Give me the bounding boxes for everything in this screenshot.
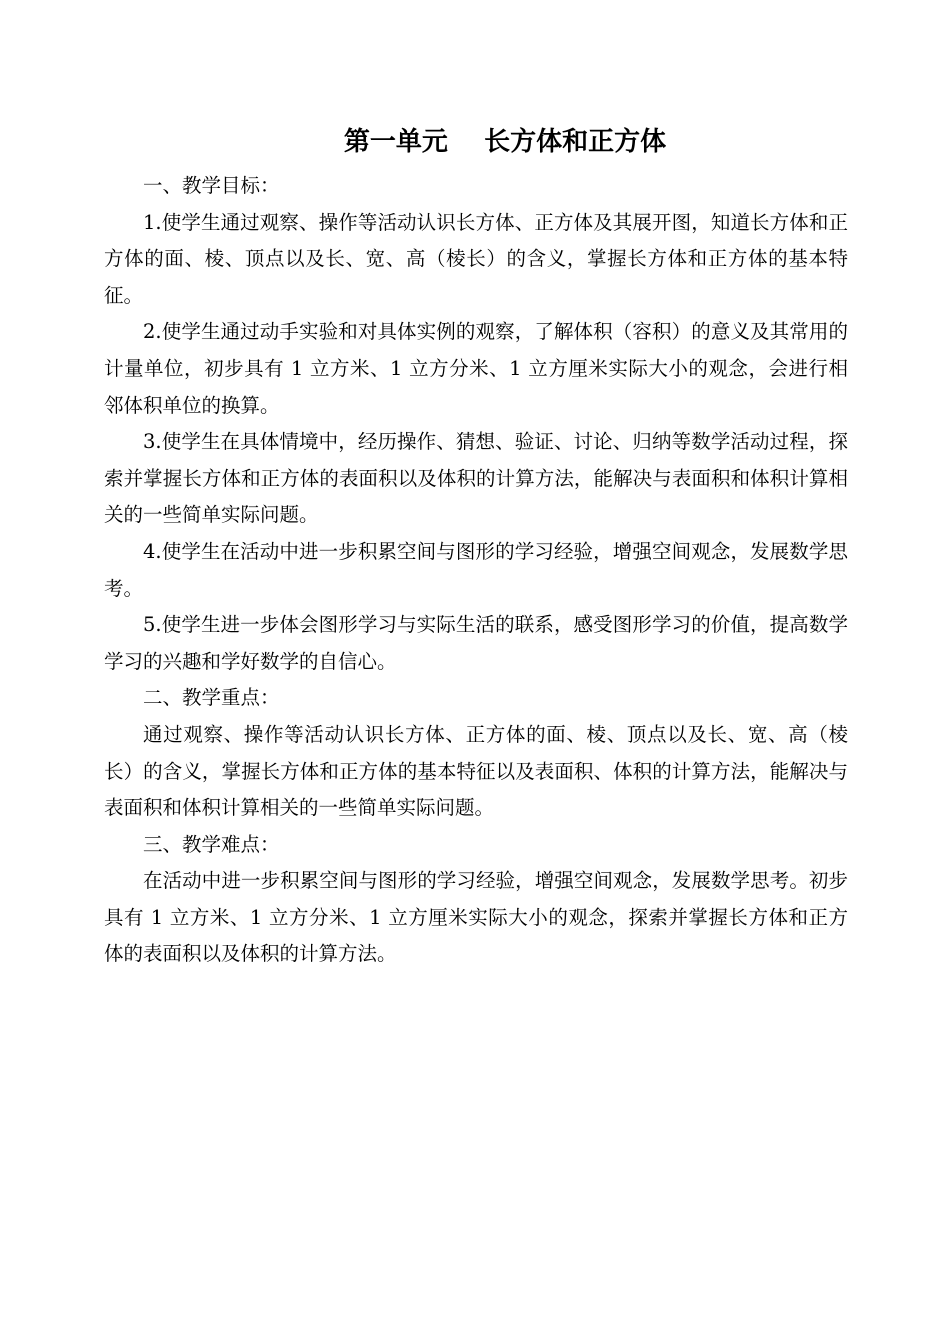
key-points-text: 通过观察、操作等活动认识长方体、正方体的面、棱、顶点以及长、宽、高（棱长）的含义，掌握长方体和正方体的基本特征以及表面积、体积的计算方法，能解决与表面积和体积计算相关的一些简单实际问题。 [104, 722, 848, 820]
difficulties-text: 在活动中进一步积累空间与图形的学习经验，增强空间观念，发展数学思考。初步具有 1 立方米、1 立方分米、1 立方厘米实际大小的观念，探索并掌握长方体和正方体的表面积以及体积的计算方法。 [104, 869, 848, 966]
objective-item-4: 4.使学生在活动中进一步积累空间与图形的学习经验，增强空间观念，发展数学思考。 [104, 539, 848, 600]
document-body [104, 168, 848, 973]
section-heading-objectives: 一、教学目标： [143, 174, 280, 197]
section-heading-key-points: 二、教学重点： [143, 686, 280, 710]
objective-item-2: 2.使学生通过动手实验和对具体实例的观察，了解体积（容积）的意义及其常用的计量单位，初步具有 1 立方米、1 立方分米、1 立方厘米实际大小的观念，会进行相邻体积单位的换算。 [104, 320, 848, 417]
section-heading-difficulties: 三、教学难点： [143, 832, 280, 856]
objective-item-5: 5.使学生进一步体会图形学习与实际生活的联系，感受图形学习的价值，提高数学学习的兴趣和学好数学的自信心。 [104, 613, 848, 673]
document-title: 第一单元 长方体和正方体 [343, 127, 667, 157]
objective-item-3: 3.使学生在具体情境中，经历操作、猜想、验证、讨论、归纳等数学活动过程，探索并掌握长方体和正方体的表面积以及体积的计算方法，能解决与表面积和体积计算相关的一些简单实际问题。 [104, 430, 848, 527]
objective-item-1: 1.使学生通过观察、操作等活动认识长方体、正方体及其展开图，知道长方体和正方体的面、棱、顶点以及长、宽、高（棱长）的含义，掌握长方体和正方体的基本特征。 [104, 210, 848, 307]
